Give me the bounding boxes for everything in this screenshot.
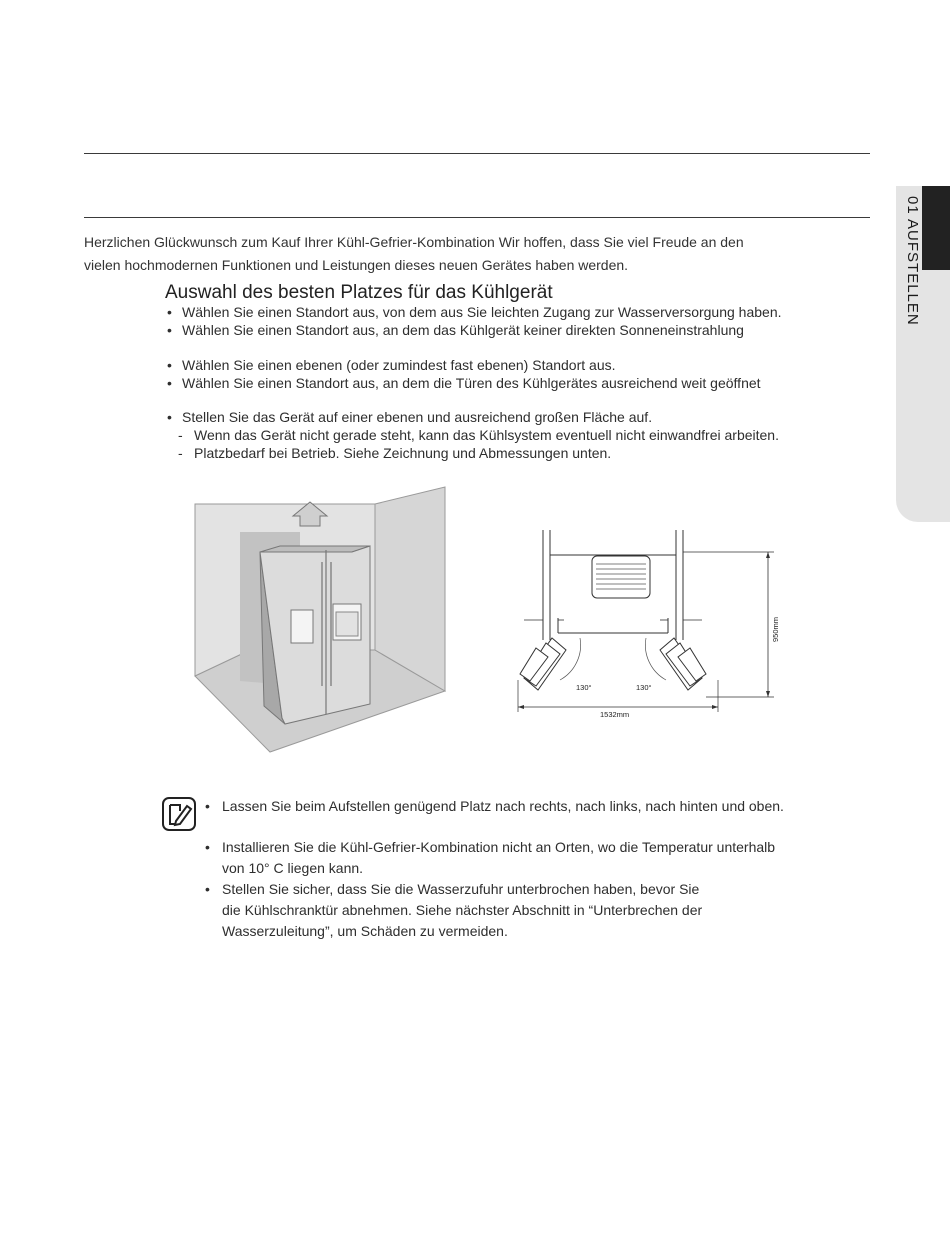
rear-vent bbox=[592, 556, 650, 598]
list-item bbox=[165, 375, 885, 393]
right-swing-arc bbox=[645, 638, 666, 680]
note-item bbox=[205, 879, 875, 942]
width-label: 1532mm bbox=[600, 710, 630, 719]
note-list bbox=[205, 796, 875, 942]
ice-dispenser-inner bbox=[336, 612, 358, 636]
left-open-door bbox=[520, 638, 566, 690]
depth-label: 950mm bbox=[771, 616, 780, 642]
note-text: Stellen Sie sicher, dass Sie die Wasserzufuhr unterbrochen haben, bevor Sie bbox=[222, 881, 700, 897]
intro-line: Herzlichen Glückwunsch zum Kauf Ihrer Kühl-Gefrier-Kombination Wir hoffen, dass Sie viel Freude an den bbox=[84, 234, 744, 250]
list-item-text: Wählen Sie einen Standort aus, von dem aus Sie leichten Zugang zur Wasserversorgung haben. bbox=[182, 304, 782, 320]
bullet-marker: • bbox=[205, 881, 210, 897]
note-text: die Kühlschranktür abnehmen. Siehe nächster Abschnitt in “Unterbrechen der bbox=[222, 902, 703, 918]
left-swing-arc bbox=[560, 638, 581, 680]
bullet-marker: • bbox=[167, 321, 172, 338]
note-text: Installieren Sie die Kühl-Gefrier-Kombination nicht an Orten, wo die Temperatur unterhalb bbox=[222, 839, 776, 855]
bullet-marker: • bbox=[205, 839, 210, 855]
sub-list-item bbox=[178, 445, 878, 463]
list-item-text: Wählen Sie einen ebenen (oder zumindest fast ebenen) Standort aus. bbox=[182, 357, 616, 373]
header-rule-top bbox=[84, 153, 870, 154]
list-item bbox=[165, 357, 885, 375]
bullet-marker: • bbox=[167, 409, 172, 425]
note-text: Lassen Sie beim Aufstellen genügend Platz nach rechts, nach links, nach hinten und oben. bbox=[222, 798, 784, 814]
note-item bbox=[205, 796, 875, 817]
clearance-diagram bbox=[510, 530, 790, 720]
list-item-text: Wählen Sie einen Standort aus, an dem die Türen des Kühlgerätes ausreichend weit geöffnet bbox=[182, 374, 761, 391]
depth-arrow-top bbox=[766, 552, 770, 558]
angle-left-label: 130° bbox=[576, 683, 592, 692]
bullet-marker: • bbox=[167, 357, 172, 373]
list-item bbox=[165, 322, 885, 340]
intro-paragraph bbox=[84, 231, 864, 277]
list-item-text: Wählen Sie einen Standort aus, an dem das Kühlgerät keiner direkten Sonneneinstrahlung bbox=[182, 321, 744, 338]
note-icon bbox=[162, 797, 196, 831]
note-text: von 10° C liegen kann. bbox=[222, 860, 364, 876]
width-arrow-left bbox=[518, 705, 524, 709]
fridge-room-illustration bbox=[190, 486, 458, 756]
bullet-list bbox=[165, 357, 885, 392]
bullet-list bbox=[165, 409, 885, 427]
note-item bbox=[205, 837, 875, 879]
depth-arrow-bottom bbox=[766, 691, 770, 697]
sub-list-item-text: Wenn das Gerät nicht gerade steht, kann das Kühlsystem eventuell nicht einwandfrei arbeiten. bbox=[194, 427, 779, 443]
header-rule-bottom bbox=[84, 217, 870, 218]
right-open-door bbox=[660, 638, 706, 690]
chapter-tab-label: 01 AUFSTELLEN bbox=[904, 196, 921, 326]
section-heading: Auswahl des besten Platzes für das Kühlgerät bbox=[165, 282, 553, 303]
angle-right-label: 130° bbox=[636, 683, 652, 692]
width-arrow-right bbox=[712, 705, 718, 709]
bullet-marker: • bbox=[167, 304, 172, 320]
note-text: Wasserzuleitung”, um Schäden zu vermeiden. bbox=[222, 923, 508, 939]
list-item bbox=[165, 304, 885, 322]
bullet-marker: • bbox=[167, 374, 172, 391]
sub-list-item-text: Platzbedarf bei Betrieb. Siehe Zeichnung und Abmessungen unten. bbox=[194, 444, 612, 461]
dash-marker: - bbox=[178, 427, 183, 443]
dash-marker: - bbox=[178, 444, 183, 461]
list-item bbox=[165, 409, 885, 427]
list-item-text: Stellen Sie das Gerät auf einer ebenen und ausreichend großen Fläche auf. bbox=[182, 409, 653, 425]
chapter-tab-marker bbox=[922, 186, 950, 270]
bullet-list bbox=[165, 304, 885, 339]
water-dispenser bbox=[291, 610, 313, 643]
intro-line: vielen hochmodernen Funktionen und Leistungen dieses neuen Gerätes haben werden. bbox=[84, 257, 629, 273]
bullet-marker: • bbox=[205, 798, 210, 814]
sub-list-item bbox=[178, 427, 878, 445]
sub-list bbox=[178, 427, 878, 462]
